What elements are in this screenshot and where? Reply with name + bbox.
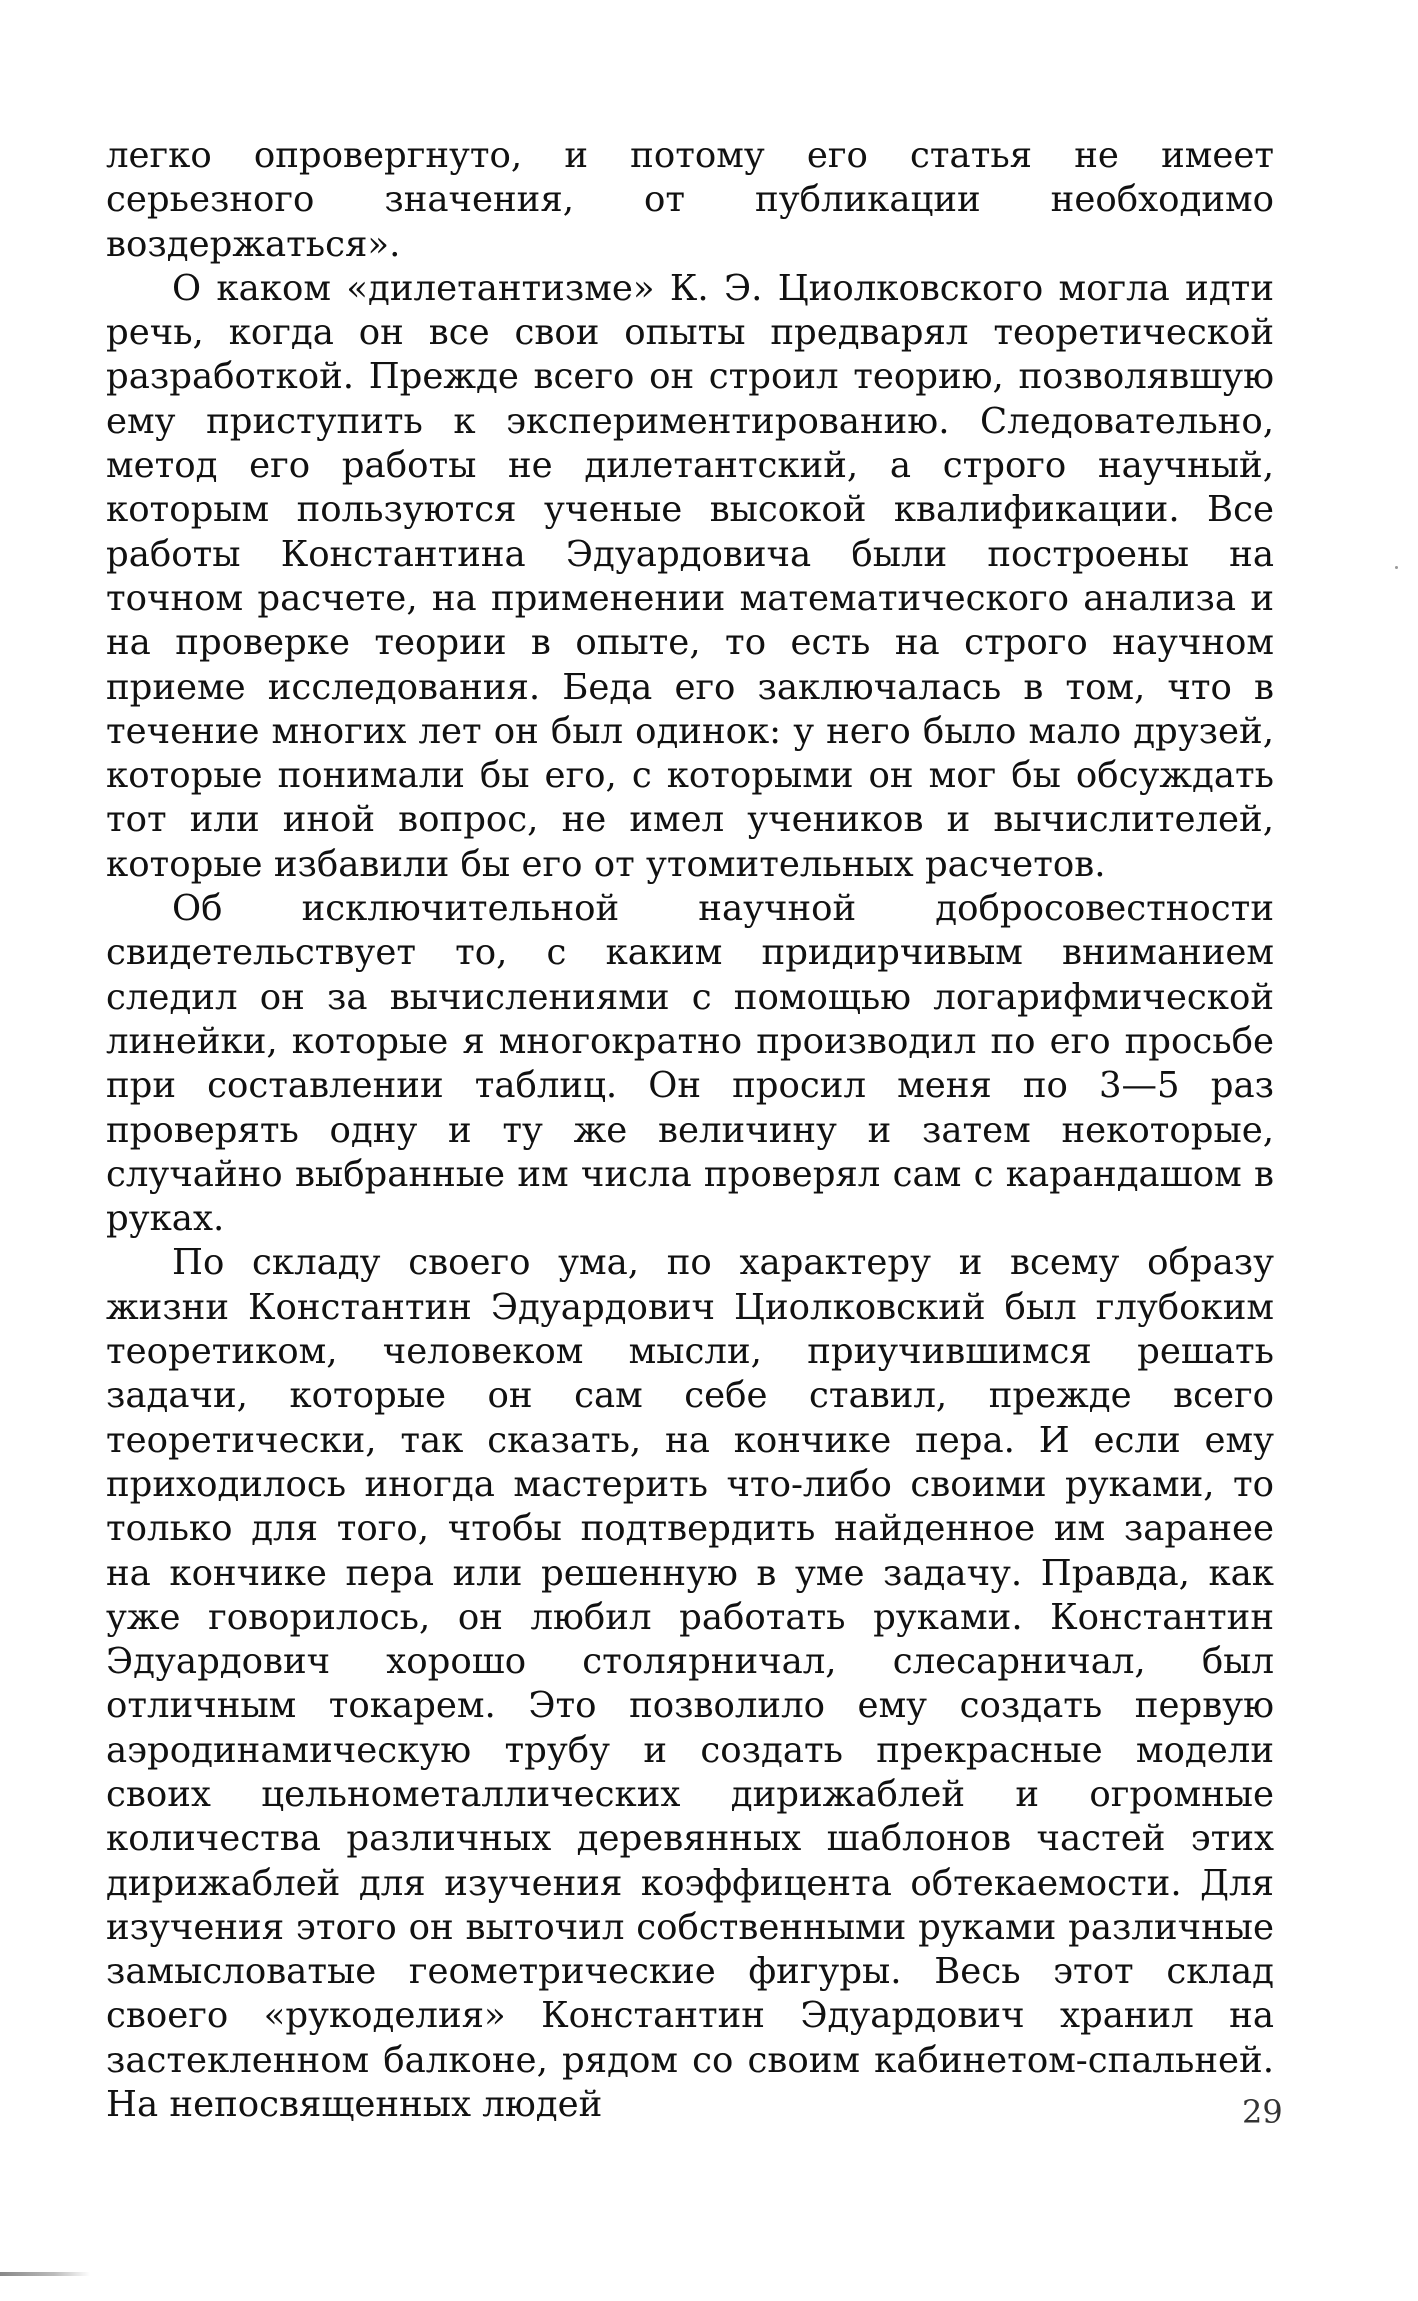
scan-edge-mark [0,2272,90,2276]
page-number: 29 [1242,2093,1283,2131]
scan-speck [1395,566,1398,569]
body-text [106,134,1274,2127]
paragraph-dilettantism: О каком «дилетантизме» К. Э. Циолковского могла идти речь, когда он все свои опыты предварял теоретической разработкой. Прежде всего он строил теорию, позволявшую ему приступить к экспериментированию. Следовательно, метод его работы не дилетантский, а строго научный, которым пользуются ученые высокой квалификации. Все работы Константина Эдуардовича были построены на точном расчете, на применении математического анализа и на проверке теории в опыте, то есть на строго научном приеме исследования. Беда его заключалась в том, что в течение многих лет он был одинок: у него было мало друзей, которые понимали бы его, с которыми он мог бы обсуждать тот или иной вопрос, не имел учеников и вычислителей, которые избавили бы его от утомительных расчетов. [106,267,1274,885]
paragraph-theorist: По складу своего ума, по характеру и всему образу жизни Константин Эдуардович Циолковский был глубоким теоретиком, человеком мысли, приучившимся решать задачи, которые он сам себе ставил, прежде всего теоретически, так сказать, на кончике пера. И если ему приходилось иногда мастерить что-либо своими руками, то только для того, чтобы подтвердить найденное им заранее на кончике пера или решенную в уме задачу. Правда, как уже говорилось, он любил работать руками. Константин Эдуардович хорошо столярничал, слесарничал, был отличным токарем. Это позволило ему создать первую аэродинамическую трубу и создать прекрасные модели своих цельнометаллических дирижаблей и огромные количества различных деревянных шаблонов частей этих дирижаблей для изучения коэффицента обтекаемости. Для изучения этого он выточил собственными руками различные замысловатые геометрические фигуры. Весь этот склад своего «рукоделия» Константин Эдуардович хранил на застекленном балконе, рядом со своим кабинетом-спальней. На непосвященных людей [106,1242,1274,2126]
paragraph-scientific-integrity: Об исключительной научной добросовестности свидетельствует то, с каким придирчивым вниманием следил он за вычислениями с помощью логарифмической линейки, которые я многократно производил по его просьбе при составлении таблиц. Он просил меня по 3—5 раз проверять одну и ту же величину и затем некоторые, случайно выбранные им числа проверял сам с карандашом в руках. [106,888,1274,1240]
paragraph-continuation: легко опровергнуто, и потому его статья не имеет серьезного значения, от публикации необходимо воздержаться». [106,135,1274,265]
